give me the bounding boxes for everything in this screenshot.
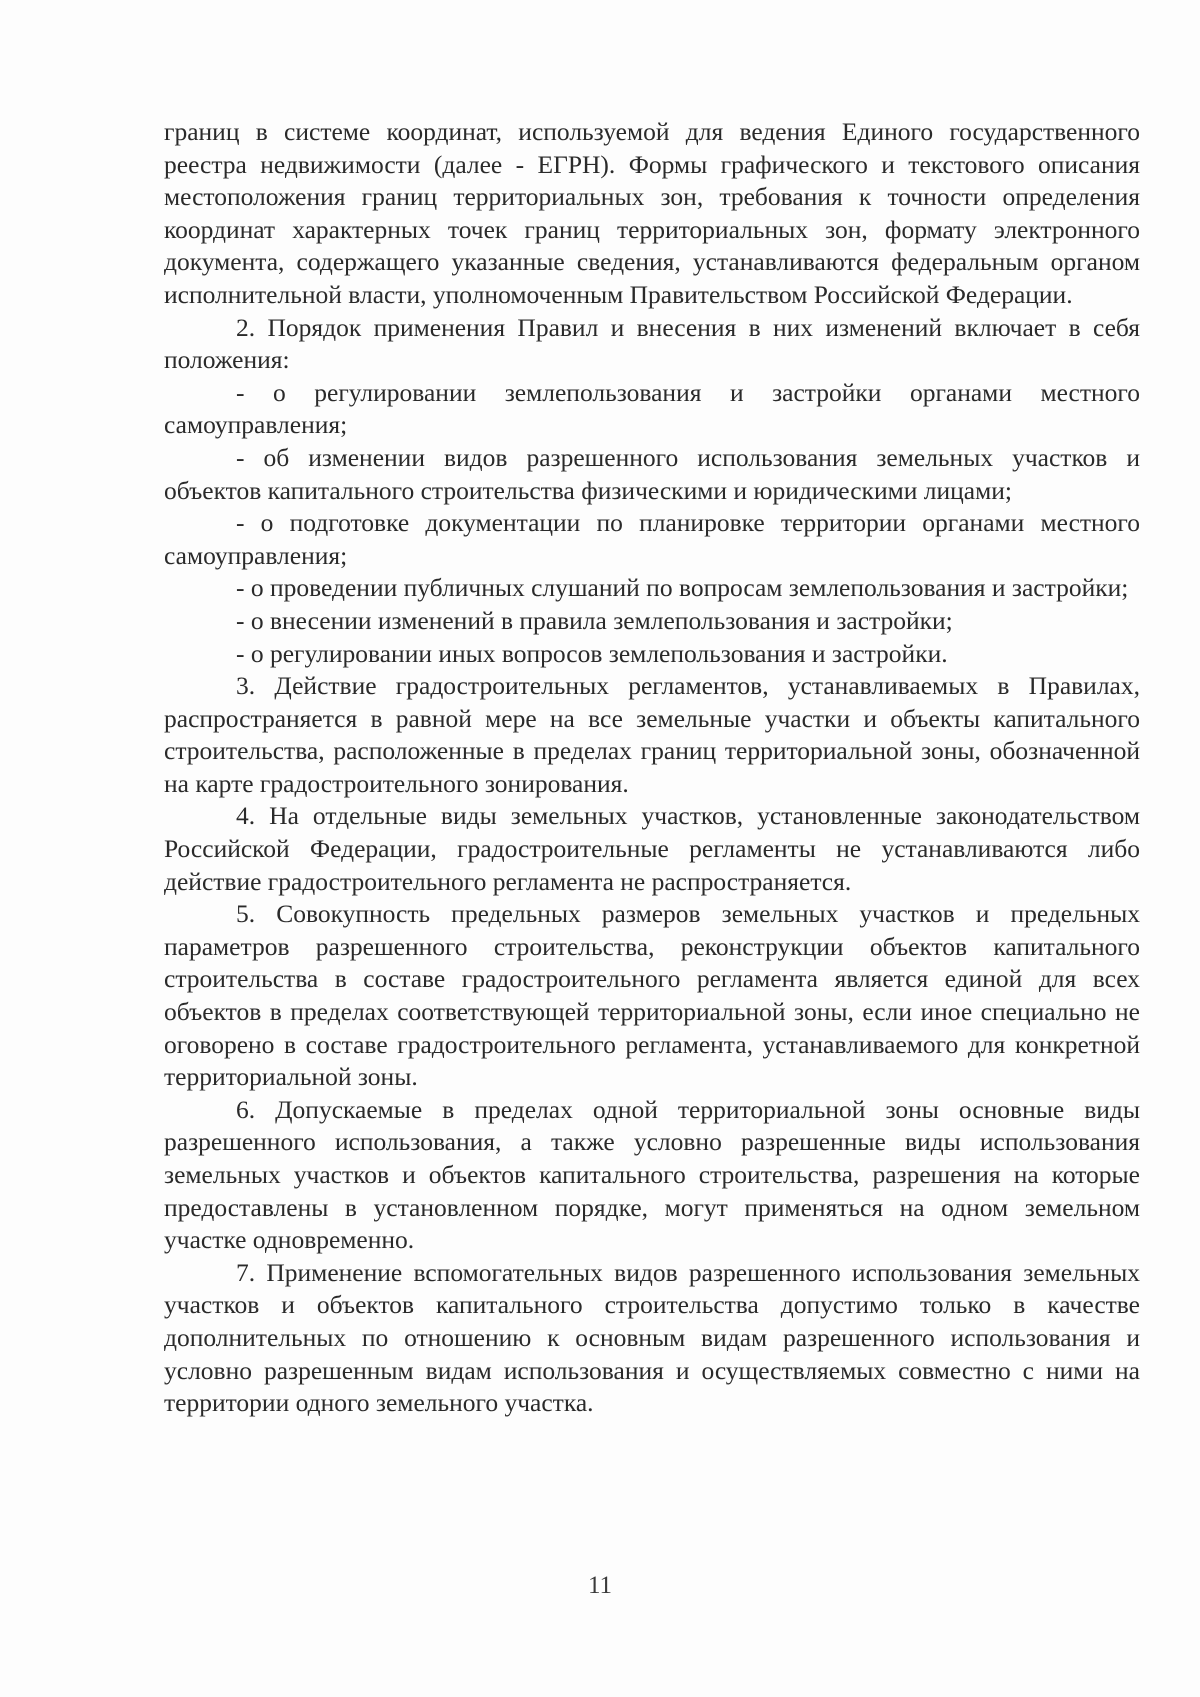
paragraph-item-6: 6. Допускаемые в пределах одной территориальной зоны основные виды разрешенного использования, а также условно разрешенные виды использования земельных участков и объектов капитального строительства, разрешения на которые предоставлены в установленном порядке, могут применяться на одном земельном участке одновременно.: [164, 1094, 1140, 1255]
paragraph-item-2: 2. Порядок применения Правил и внесения в них изменений включает в себя положения:: [164, 312, 1140, 375]
page-number: 11: [587, 1572, 613, 1599]
list-item-planning-documentation: - о подготовке документации по планировке территории органами местного самоуправления;: [164, 508, 1140, 570]
list-item-other-issues: - о регулировании иных вопросов землепользования и застройки.: [236, 638, 948, 668]
list-item-permitted-use-change: - об изменении видов разрешенного использования земельных участков и объектов капитального строительства физическими и юридическими лицами;: [164, 442, 1140, 505]
paragraph-item-3: 3. Действие градостроительных регламентов, устанавливаемых в Правилах, распространяется в равной мере на все земельные участки и объекты капитального строительства, расположенные в пределах границ территориальной зоны, обозначенной на карте градостроительного зонирования.: [164, 671, 1140, 798]
list-item-public-hearings: - о проведении публичных слушаний по вопросам землепользования и застройки;: [236, 573, 1129, 603]
paragraph-continuation: границ в системе координат, используемой для ведения Единого государственного реестра недвижимости (далее - ЕГРН). Формы графического и текстового описания местоположения границ территориальных зон, требования к точности определения координат характерных точек границ территориальных зон, формату электронного документа, содержащего указанные сведения, устанавливаются федеральным органом исполнительной власти, уполномоченным Правительством Российской Федерации.: [164, 117, 1140, 309]
paragraph-item-5: 5. Совокупность предельных размеров земельных участков и предельных параметров разрешенного строительства, реконструкции объектов капитального строительства в составе градостроительного регламента является единой для всех объектов в пределах соответствующей территориальной зоны, если иное специально не оговорено в составе градостроительного регламента, устанавливаемого для конкретной территориальной зоны.: [164, 899, 1140, 1092]
list-item-amendments: - о внесении изменений в правила землепользования и застройки;: [236, 605, 953, 635]
list-item-land-use-regulation: - о регулировании землепользования и застройки органами местного самоуправления;: [164, 377, 1140, 440]
paragraph-item-4: 4. На отдельные виды земельных участков, установленные законодательством Российской Федерации, градостроительные регламенты не устанавливаются либо действие градостроительного регламента не распространяется.: [164, 801, 1140, 896]
document-body: [164, 116, 1140, 1420]
paragraph-item-7: 7. Применение вспомогательных видов разрешенного использования земельных участков и объектов капитального строительства допустимо только в качестве дополнительных по отношению к основным видам разрешенного использования и условно разрешенным видам использования и осуществляемых совместно с ними на территории одного земельного участка.: [164, 1257, 1140, 1418]
